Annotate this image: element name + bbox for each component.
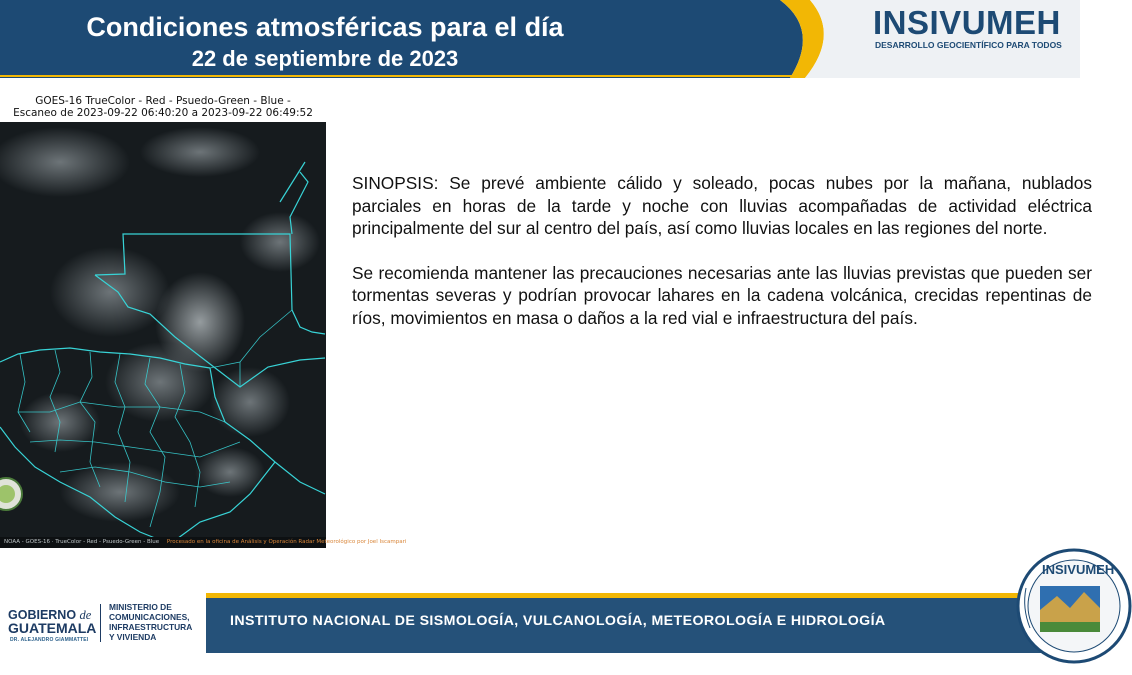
insivumeh-seal — [1012, 548, 1115, 664]
satellite-footer-note: Procesado en la oficina de Análisis y Operación Radar Meteorológico por Joel Iscampari — [166, 539, 407, 545]
gov-word-guatemala: GUATEMALA — [8, 620, 97, 636]
ministry-line: MINISTERIO DE — [109, 602, 172, 612]
ministry-line: INFRAESTRUCTURA — [109, 622, 193, 632]
seal-text: INSIVUMEH — [1042, 562, 1115, 577]
satellite-caption — [0, 95, 326, 119]
synopsis-text — [352, 172, 1092, 330]
brand-tagline: DESARROLLO GEOCIENTÍFICO PARA TODOS — [875, 40, 1062, 50]
synopsis-paragraph: SINOPSIS: Se prevé ambiente cálido y soleado, pocas nubes por la mañana, nublados parciales en horas de la tarde y noche con lluvias acompañadas de actividad eléctrica principalmente del sur al centro del país, así como lluvias locales en las regiones del norte. — [352, 173, 1092, 239]
satellite-caption-line1: GOES-16 TrueColor - Red - Psuedo-Green - Blue - — [35, 95, 291, 107]
ministry-name — [109, 602, 192, 642]
ministry-line: Y VIVIENDA — [109, 632, 157, 642]
brand-logo: INSIVUMEH — [873, 4, 1061, 41]
satellite-image — [0, 122, 407, 548]
logo-divider — [100, 604, 101, 642]
gov-word-de: de — [79, 608, 92, 622]
recommendation-paragraph: Se recomienda mantener las precauciones necesarias ante las lluvias previstas que pueden ser tormentas severas y podrían provocar lahares en la cadena volcánica, crecidas repentinas de ríos, movimientos en masa o daños a la red vial e infraestructura del país. — [352, 262, 1092, 328]
top-banner — [0, 0, 1080, 78]
satellite-footer-text: NOAA - GOES-16 · TrueColor - Red - Psuedo-Green - Blue — [4, 539, 160, 545]
page-title: Condiciones atmosféricas para el día — [86, 12, 564, 42]
government-logo — [8, 602, 198, 644]
institute-name: INSTITUTO NACIONAL DE SISMOLOGÍA, VULCANOLOGÍA, METEOROLOGÍA E HIDROLOGÍA — [230, 613, 886, 629]
gov-president: DR. ALEJANDRO GIAMMATTEI — [10, 637, 89, 643]
footer-bar — [206, 593, 1080, 653]
satellite-footer — [0, 537, 407, 548]
watermark-seal — [0, 478, 22, 510]
ministry-line: COMUNICACIONES, — [109, 612, 190, 622]
satellite-caption-line2: Escaneo de 2023-09-22 06:40:20 a 2023-09-22 06:49:52 — [13, 107, 313, 119]
page-date: 22 de septiembre de 2023 — [191, 46, 459, 71]
satellite-map — [0, 122, 326, 548]
seal-graphic — [1012, 548, 1132, 664]
gov-word-gobierno-text: GOBIERNO — [8, 608, 77, 622]
